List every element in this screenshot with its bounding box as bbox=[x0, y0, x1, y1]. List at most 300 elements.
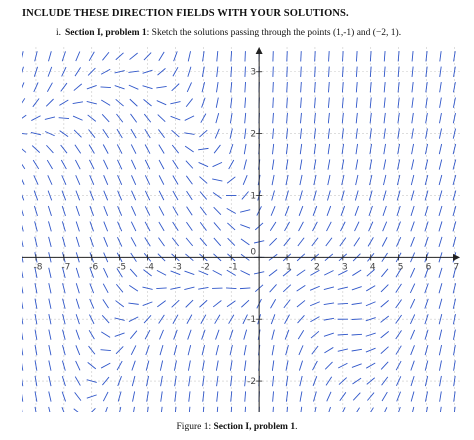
direction-field-svg bbox=[22, 47, 460, 412]
y-tick-label: 3 bbox=[250, 67, 257, 78]
slope-segment bbox=[172, 300, 180, 307]
slope-segment bbox=[287, 82, 288, 92]
slope-segment bbox=[22, 82, 24, 92]
slope-segment bbox=[299, 361, 302, 371]
slope-segment bbox=[342, 113, 343, 123]
slope-segment bbox=[328, 82, 329, 92]
slope-segment bbox=[131, 175, 135, 184]
slope-segment bbox=[47, 83, 52, 92]
slope-segment bbox=[22, 391, 23, 401]
slope-segment bbox=[76, 237, 79, 247]
slope-segment bbox=[203, 391, 204, 401]
slope-segment bbox=[327, 407, 330, 412]
slope-segment bbox=[216, 330, 219, 340]
slope-segment bbox=[273, 97, 274, 107]
slope-segment bbox=[159, 330, 163, 340]
slope-segment bbox=[325, 362, 332, 369]
slope-segment bbox=[324, 271, 333, 276]
slope-segment bbox=[440, 98, 442, 108]
slope-segment bbox=[356, 82, 357, 92]
slope-segment bbox=[22, 345, 23, 355]
slope-segment bbox=[76, 299, 79, 309]
slope-segment bbox=[315, 51, 316, 61]
slope-segment bbox=[35, 360, 37, 370]
slope-segment bbox=[132, 361, 135, 371]
caption-prefix: Figure 1: bbox=[176, 422, 214, 432]
slope-segment bbox=[202, 360, 204, 370]
slope-segment bbox=[342, 97, 343, 107]
slope-segment bbox=[396, 237, 400, 246]
slope-segment bbox=[384, 98, 385, 108]
slope-segment bbox=[203, 407, 204, 412]
slope-segment bbox=[49, 407, 51, 412]
slope-segment bbox=[131, 222, 136, 231]
slope-segment bbox=[216, 345, 218, 355]
slope-segment bbox=[244, 345, 246, 355]
slope-segment bbox=[440, 391, 442, 401]
slope-segment bbox=[62, 237, 65, 247]
slope-segment bbox=[48, 51, 51, 61]
slope-segment bbox=[49, 361, 51, 371]
slope-segment bbox=[425, 221, 428, 231]
slope-segment bbox=[188, 360, 190, 370]
slope-segment bbox=[352, 319, 362, 320]
slope-segment bbox=[411, 330, 415, 340]
slope-segment bbox=[314, 128, 315, 138]
slope-segment bbox=[160, 361, 162, 371]
slope-segment bbox=[231, 98, 232, 108]
slope-segment bbox=[22, 268, 23, 278]
slope-segment bbox=[133, 407, 135, 412]
slope-segment bbox=[356, 159, 358, 169]
slope-segment bbox=[383, 222, 387, 232]
slope-segment bbox=[174, 345, 177, 355]
slope-segment bbox=[453, 237, 456, 247]
slope-segment bbox=[287, 67, 288, 77]
slope-segment bbox=[73, 116, 83, 120]
slope-segment bbox=[384, 67, 385, 77]
slope-segment bbox=[270, 284, 277, 292]
slope-segment bbox=[453, 221, 456, 231]
slope-segment bbox=[352, 303, 362, 305]
slope-segment bbox=[186, 161, 193, 169]
slope-segment bbox=[439, 221, 442, 231]
slope-segment bbox=[273, 391, 274, 401]
slope-segment bbox=[185, 271, 195, 275]
slope-segment bbox=[245, 82, 246, 92]
x-tick-label: -3 bbox=[172, 262, 182, 273]
slope-segment bbox=[454, 345, 456, 355]
slope-segment bbox=[174, 361, 176, 371]
caption-suffix: . bbox=[295, 422, 298, 432]
slope-segment bbox=[213, 162, 222, 166]
slope-segment bbox=[214, 238, 221, 246]
slope-segment bbox=[22, 206, 23, 216]
slope-segment bbox=[273, 407, 274, 412]
slope-segment bbox=[76, 345, 80, 355]
y-axis-arrow-icon bbox=[256, 47, 263, 54]
slope-segment bbox=[299, 345, 303, 355]
slope-segment bbox=[286, 391, 287, 401]
slope-segment bbox=[425, 237, 428, 247]
slope-segment bbox=[188, 345, 191, 355]
slope-segment bbox=[129, 285, 138, 291]
slope-segment bbox=[216, 113, 219, 123]
slope-segment bbox=[231, 391, 232, 401]
slope-segment bbox=[381, 269, 388, 277]
slope-segment bbox=[425, 361, 428, 371]
slope-segment bbox=[439, 345, 441, 355]
slope-segment bbox=[189, 407, 190, 412]
y-tick-label: -1 bbox=[247, 315, 257, 326]
slope-segment bbox=[240, 225, 250, 229]
slope-segment bbox=[301, 97, 302, 107]
slope-segment bbox=[48, 221, 51, 231]
slope-segment bbox=[159, 145, 164, 154]
slope-segment bbox=[381, 285, 388, 292]
slope-segment bbox=[214, 222, 221, 230]
slope-segment bbox=[49, 345, 51, 355]
slope-segment bbox=[384, 159, 386, 169]
slope-segment bbox=[370, 82, 371, 92]
slope-segment bbox=[410, 284, 414, 293]
slope-segment bbox=[59, 118, 69, 119]
slope-segment bbox=[398, 98, 399, 108]
slope-segment bbox=[314, 113, 315, 123]
slope-segment bbox=[103, 268, 107, 277]
x-tick-label: 5 bbox=[397, 262, 404, 273]
slope-segment bbox=[398, 82, 399, 92]
slope-segment bbox=[158, 115, 166, 122]
slope-segment bbox=[217, 391, 218, 401]
slope-segment bbox=[227, 301, 235, 307]
slope-segment bbox=[161, 407, 162, 412]
slope-segment bbox=[22, 299, 23, 309]
slope-segment bbox=[411, 407, 413, 412]
slope-segment bbox=[188, 330, 191, 340]
slope-segment bbox=[216, 98, 218, 108]
slope-segment bbox=[22, 360, 23, 370]
slope-segment bbox=[328, 128, 329, 138]
slope-segment bbox=[49, 283, 51, 293]
slope-segment bbox=[75, 145, 81, 154]
slope-segment bbox=[440, 82, 442, 92]
slope-segment bbox=[76, 283, 79, 293]
problem-label: Section I, problem 1 bbox=[65, 28, 147, 38]
slope-segment bbox=[301, 113, 302, 123]
slope-segment bbox=[244, 160, 247, 170]
slope-segment bbox=[116, 53, 124, 60]
slope-segment bbox=[245, 391, 246, 401]
slope-segment bbox=[244, 144, 246, 154]
slope-segment bbox=[22, 330, 23, 340]
slope-segment bbox=[383, 206, 386, 216]
slope-segment bbox=[130, 269, 137, 277]
slope-segment bbox=[270, 222, 276, 231]
slope-segment bbox=[101, 350, 111, 351]
slope-segment bbox=[382, 392, 387, 401]
slope-segment bbox=[298, 330, 303, 339]
slope-segment bbox=[201, 114, 206, 123]
slope-segment bbox=[301, 82, 302, 92]
slope-segment bbox=[185, 146, 194, 152]
slope-segment bbox=[227, 177, 235, 183]
x-tick-label: -1 bbox=[228, 262, 238, 273]
slope-segment bbox=[159, 206, 164, 215]
slope-segment bbox=[439, 237, 442, 247]
slope-segment bbox=[74, 84, 82, 91]
slope-segment bbox=[440, 51, 441, 61]
slope-segment bbox=[131, 345, 136, 354]
slope-segment bbox=[185, 116, 194, 121]
slope-segment bbox=[299, 222, 304, 231]
slope-segment bbox=[156, 288, 166, 289]
slope-segment bbox=[213, 270, 222, 275]
x-tick-label: 3 bbox=[341, 262, 348, 273]
slope-segment bbox=[454, 360, 456, 370]
slope-segment bbox=[146, 345, 150, 355]
slope-segment bbox=[130, 99, 138, 106]
slope-segment bbox=[104, 222, 108, 232]
slope-segment bbox=[300, 407, 302, 412]
slope-segment bbox=[199, 300, 207, 307]
slope-segment bbox=[297, 285, 306, 291]
slope-segment bbox=[324, 333, 334, 336]
slope-segment bbox=[384, 82, 385, 92]
slope-segment bbox=[131, 144, 136, 153]
slope-segment bbox=[22, 221, 23, 231]
slope-segment bbox=[102, 114, 109, 122]
slope-segment bbox=[217, 407, 218, 412]
slope-segment bbox=[230, 360, 232, 370]
tick-labels bbox=[33, 68, 459, 387]
slope-segment bbox=[272, 360, 273, 370]
slope-segment bbox=[324, 318, 334, 320]
slope-segment bbox=[412, 144, 414, 154]
slope-segment bbox=[356, 175, 358, 185]
slope-segment bbox=[439, 144, 441, 154]
slope-segment bbox=[398, 113, 399, 123]
x-tick-label: 6 bbox=[425, 262, 432, 273]
slope-segment bbox=[104, 407, 108, 412]
slope-segment bbox=[22, 146, 26, 153]
slope-segment bbox=[143, 302, 153, 306]
slope-segment bbox=[76, 330, 80, 340]
slope-segment bbox=[186, 300, 193, 307]
slope-segment bbox=[159, 52, 164, 61]
slope-segment bbox=[314, 97, 315, 107]
slope-segment bbox=[384, 128, 385, 138]
slope-segment bbox=[245, 113, 246, 123]
slope-segment bbox=[301, 51, 302, 61]
slope-segment bbox=[62, 221, 65, 231]
slope-segment bbox=[287, 407, 288, 412]
slope-segment bbox=[159, 222, 164, 231]
slope-segment bbox=[410, 299, 414, 308]
problem-number: i. bbox=[56, 28, 62, 38]
slope-segment bbox=[300, 376, 302, 386]
slope-segment bbox=[370, 98, 371, 108]
slope-segment bbox=[270, 299, 275, 308]
slope-segment bbox=[217, 376, 218, 386]
slope-segment bbox=[412, 82, 413, 92]
slope-segment bbox=[160, 345, 163, 355]
y-tick-label: 2 bbox=[250, 129, 257, 140]
slope-segment bbox=[189, 391, 190, 401]
slope-segment bbox=[184, 287, 194, 289]
slope-segment bbox=[49, 391, 51, 401]
x-tick-label: 7 bbox=[453, 262, 460, 273]
slope-segment bbox=[22, 407, 23, 412]
x-tick-label: 1 bbox=[286, 262, 292, 273]
slope-segment bbox=[411, 237, 415, 247]
slope-segment bbox=[354, 408, 360, 412]
y-tick-label: 1 bbox=[250, 191, 257, 202]
slope-segment bbox=[353, 393, 360, 401]
slope-segment bbox=[47, 160, 52, 169]
slope-segment bbox=[355, 222, 359, 231]
slope-segment bbox=[116, 301, 124, 307]
x-tick-label: -6 bbox=[89, 262, 99, 273]
slope-segment bbox=[157, 101, 166, 105]
slope-segment bbox=[214, 207, 221, 214]
slope-segment bbox=[128, 303, 138, 304]
slope-segment bbox=[328, 175, 330, 185]
slope-segment bbox=[411, 206, 414, 216]
slope-segment bbox=[283, 285, 291, 292]
slope-segment bbox=[412, 67, 413, 77]
slope-segment bbox=[439, 330, 441, 340]
slope-segment bbox=[187, 82, 191, 91]
slope-segment bbox=[157, 301, 165, 307]
slope-segment bbox=[240, 288, 250, 289]
slope-segment bbox=[300, 128, 301, 138]
slope-segment bbox=[101, 87, 111, 88]
slope-segment bbox=[76, 51, 80, 61]
x-tick-label: 4 bbox=[369, 262, 376, 273]
slope-segment bbox=[338, 349, 348, 351]
slope-segment bbox=[184, 133, 194, 135]
slope-segment bbox=[328, 97, 329, 107]
slope-segment bbox=[384, 51, 385, 61]
x-tick-label: -5 bbox=[117, 262, 127, 273]
x-tick-label: 2 bbox=[314, 262, 320, 273]
slope-segment bbox=[324, 303, 334, 305]
slope-segment bbox=[426, 51, 427, 61]
slope-segment bbox=[411, 345, 415, 355]
slope-segment bbox=[327, 222, 332, 231]
slope-segment bbox=[49, 268, 51, 278]
slope-segment bbox=[73, 102, 83, 104]
slope-segment bbox=[241, 271, 250, 276]
slope-segment bbox=[76, 206, 79, 216]
slope-segment bbox=[186, 222, 192, 231]
slope-segment bbox=[411, 175, 414, 185]
slope-segment bbox=[352, 364, 362, 368]
slope-segment bbox=[381, 300, 389, 307]
slope-segment bbox=[398, 51, 399, 61]
problem-statement bbox=[56, 28, 401, 38]
slope-segment bbox=[76, 175, 80, 185]
slope-segment bbox=[440, 407, 442, 412]
slope-segment bbox=[273, 376, 274, 386]
slope-segment bbox=[352, 334, 362, 335]
caption-label: Section I, problem 1 bbox=[213, 422, 296, 432]
slope-segment bbox=[75, 392, 81, 400]
slope-segment bbox=[301, 67, 302, 77]
slope-segment bbox=[310, 302, 320, 306]
slope-segment bbox=[189, 376, 191, 386]
slope-segment bbox=[352, 287, 362, 290]
slope-segment bbox=[49, 330, 51, 340]
slope-segment bbox=[131, 114, 137, 122]
slope-segment bbox=[22, 175, 24, 184]
slope-segment bbox=[104, 237, 108, 247]
slope-segment bbox=[202, 345, 205, 355]
slope-segment bbox=[328, 113, 329, 123]
slope-segment bbox=[381, 362, 388, 370]
slope-segment bbox=[439, 206, 442, 216]
slope-segment bbox=[117, 237, 121, 246]
slope-segment bbox=[381, 331, 389, 338]
slope-segment bbox=[216, 82, 218, 92]
slope-segment bbox=[272, 175, 274, 185]
slope-segment bbox=[22, 98, 25, 107]
slope-segment bbox=[144, 53, 151, 60]
problem-text: : Sketch the solutions passing through the points (1,-1) and (−2, 1). bbox=[146, 28, 402, 38]
slope-segment bbox=[273, 113, 274, 123]
slope-segment bbox=[425, 345, 428, 355]
slope-segment bbox=[298, 238, 304, 246]
slope-segment bbox=[159, 160, 164, 169]
slope-segment bbox=[411, 222, 414, 232]
slope-segment bbox=[74, 409, 82, 412]
slope-segment bbox=[356, 98, 357, 108]
slope-segment bbox=[22, 237, 23, 247]
slope-segment bbox=[45, 117, 55, 120]
slope-segment bbox=[338, 303, 348, 304]
slope-segment bbox=[286, 128, 287, 138]
slope-segment bbox=[146, 361, 149, 371]
assignment-heading: INCLUDE THESE DIRECTION FIELDS WITH YOUR SOLUTIONS. bbox=[22, 8, 349, 19]
slope-segment bbox=[426, 113, 428, 123]
slope-segment bbox=[384, 144, 386, 154]
slope-segment bbox=[199, 177, 207, 184]
slope-segment bbox=[130, 53, 138, 60]
slope-segment bbox=[231, 82, 232, 92]
slope-segment bbox=[213, 301, 221, 307]
slope-segment bbox=[49, 299, 51, 309]
slope-segment bbox=[75, 160, 80, 169]
slope-segment bbox=[101, 363, 110, 368]
slope-segment bbox=[412, 51, 413, 61]
slope-segment bbox=[186, 176, 192, 184]
slope-segment bbox=[439, 299, 442, 309]
slope-segment bbox=[245, 97, 246, 107]
slope-segment bbox=[356, 113, 357, 123]
slope-segment bbox=[101, 332, 110, 338]
x-tick-label: -2 bbox=[200, 262, 210, 273]
y-tick-label: -2 bbox=[247, 377, 257, 388]
slope-segment bbox=[133, 391, 135, 401]
slope-segment bbox=[398, 67, 399, 77]
slope-segment bbox=[76, 268, 79, 278]
slope-segment bbox=[310, 286, 320, 290]
slope-segment bbox=[226, 288, 236, 289]
slope-segment bbox=[76, 361, 80, 370]
slope-segment bbox=[240, 210, 250, 213]
slope-segment bbox=[129, 85, 139, 89]
